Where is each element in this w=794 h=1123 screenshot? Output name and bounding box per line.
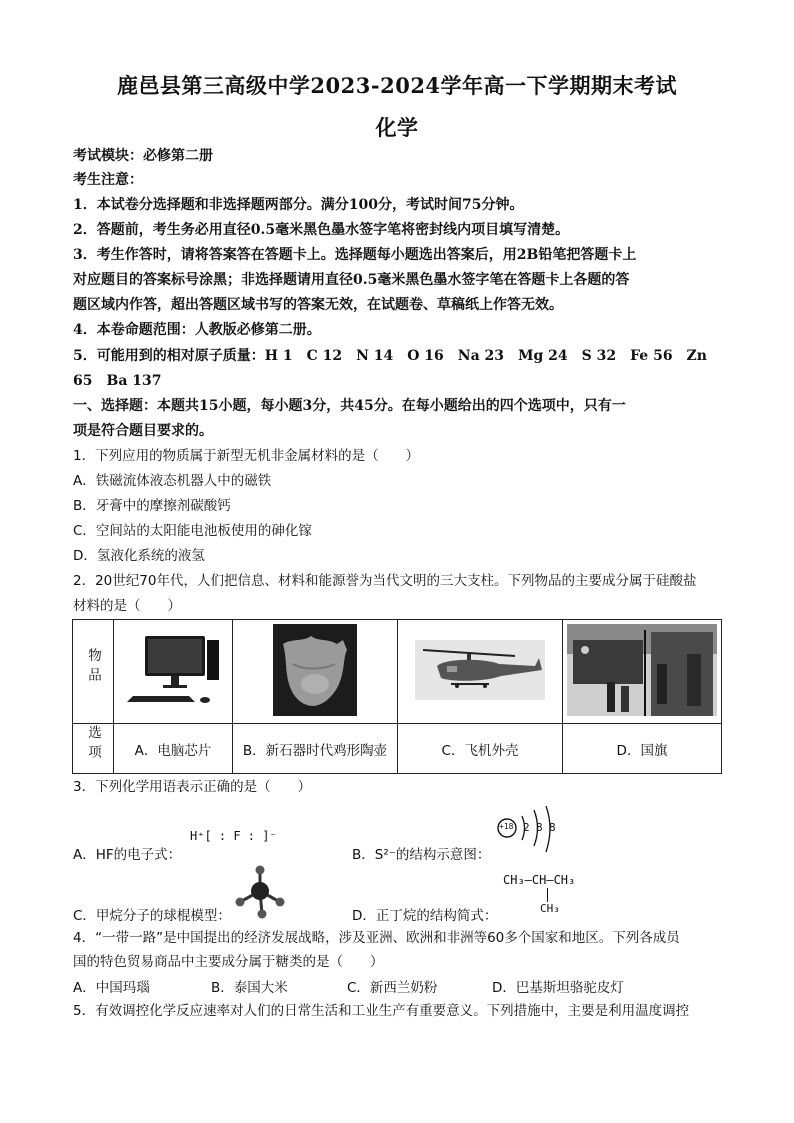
q2-option-d: D．国旗 <box>563 724 722 774</box>
q2-option-a: A．电脑芯片 <box>114 724 233 774</box>
helicopter-image <box>398 620 563 724</box>
subject-title: 化学 <box>375 115 419 140</box>
row-header-items-label: 物品 <box>85 648 101 687</box>
q2-items-table <box>72 619 722 774</box>
flag-image <box>563 620 722 724</box>
q5-stem: 5．有效调控化学反应速率对人们的日常生活和工业生产有重要意义。下列措施中，主要是利用温度调控 <box>73 1003 690 1019</box>
pottery-image <box>233 620 398 724</box>
flag-scene-icon <box>567 624 717 716</box>
row-header-options-label: 选项 <box>85 725 101 764</box>
note-line: 题区域内作答，超出答题区域书写的答案无效，在试题卷、草稿纸上作答无效。 <box>73 297 563 313</box>
sulfide-ion-diagram <box>496 806 566 856</box>
q4-option-d: D．巴基斯坦骆驼皮灯 <box>492 980 624 996</box>
section-heading: 项是符合题目要求的。 <box>73 423 213 439</box>
q2-option-b: B．新石器时代鸡形陶壶 <box>233 724 398 774</box>
q4-stem: 4．“一带一路”是中国提出的经济发展战略，涉及亚洲、欧洲和非洲等60多个国家和地区。下列各成员 <box>73 930 680 946</box>
q3-stem: 3．下列化学用语表示正确的是（ ） <box>73 779 312 795</box>
q2-option-c: C．飞机外壳 <box>398 724 563 774</box>
q4-option-b: B．泰国大米 <box>211 980 288 996</box>
exam-module: 考试模块：必修第二册 <box>73 148 213 164</box>
row-header-options <box>73 724 114 774</box>
shell-2-count: 8 <box>536 821 543 834</box>
shell-1-count: 2 <box>523 821 530 834</box>
q1-stem: 1．下列应用的物质属于新型无机非金属材料的是（ ） <box>73 448 420 464</box>
q4-stem: 国的特色贸易商品中主要成分属于糖类的是（ ） <box>73 954 384 970</box>
q3-option-b: B．S²⁻的结构示意图： <box>352 847 491 863</box>
q3-option-c: C．甲烷分子的球棍模型： <box>73 908 231 924</box>
q1-option-a: A．铁磁流体液态机器人中的磁铁 <box>73 473 272 489</box>
section-heading: 一、选择题：本题共15小题，每小题3分，共45分。在每小题给出的四个选项中，只有一 <box>73 398 626 414</box>
note-line: 65 Ba 137 <box>73 373 162 389</box>
computer-icon <box>123 630 223 710</box>
q3-option-a: A．HF的电子式： <box>73 847 182 863</box>
butane-branch: CH₃ <box>540 902 560 915</box>
q2-stem: 2．20世纪70年代，人们把信息、材料和能源誉为当代文明的三大支柱。下列物品的主要成分属于硅酸盐 <box>73 573 697 589</box>
branch-bond <box>547 888 548 902</box>
chicken-pot-icon <box>273 624 357 716</box>
notice-title: 考生注意： <box>73 172 143 188</box>
row-header-items <box>73 620 114 724</box>
hf-electron-formula: H⁺[ : F : ]⁻ <box>190 829 277 843</box>
note-line: 1．本试卷分选择题和非选择题两部分。满分100分，考试时间75分钟。 <box>73 197 524 213</box>
note-line: 4．本卷命题范围：人教版必修第二册。 <box>73 322 321 338</box>
q1-option-b: B．牙膏中的摩擦剂碳酸钙 <box>73 498 231 514</box>
computer-image <box>114 620 233 724</box>
q4-option-a: A．中国玛瑙 <box>73 980 150 996</box>
note-line: 3．考生作答时，请将答案答在答题卡上。选择题每小题选出答案后，用2B铅笔把答题卡上 <box>73 247 637 263</box>
exam-title: 鹿邑县第三高级中学2023-2024学年高一下学期期末考试 <box>116 73 678 98</box>
q1-option-d: D．氢液化系统的液氢 <box>73 548 205 564</box>
note-line: 5．可能用到的相对原子质量：H 1 C 12 N 14 O 16 Na 23 Mg 24 S 32 Fe 56 Zn <box>73 348 707 364</box>
note-line: 2．答题前，考生务必用直径0.5毫米黑色墨水签字笔将密封线内项目填写清楚。 <box>73 222 570 238</box>
note-line: 对应题目的答案标号涂黑；非选择题请用直径0.5毫米黑色墨水签字笔在答题卡上各题的答 <box>73 272 630 288</box>
methane-ball-stick-icon <box>232 864 288 920</box>
q4-option-c: C．新西兰奶粉 <box>347 980 438 996</box>
nucleus-charge: +18 <box>499 822 514 831</box>
q1-option-c: C．空间站的太阳能电池板使用的砷化镓 <box>73 523 312 539</box>
q2-stem: 材料的是（ ） <box>73 598 181 614</box>
q3-option-d: D．正丁烷的结构简式： <box>352 908 498 924</box>
helicopter-icon <box>415 640 545 700</box>
butane-main-chain: CH₃—CH—CH₃ <box>503 873 576 887</box>
shell-3-count: 8 <box>549 821 556 834</box>
